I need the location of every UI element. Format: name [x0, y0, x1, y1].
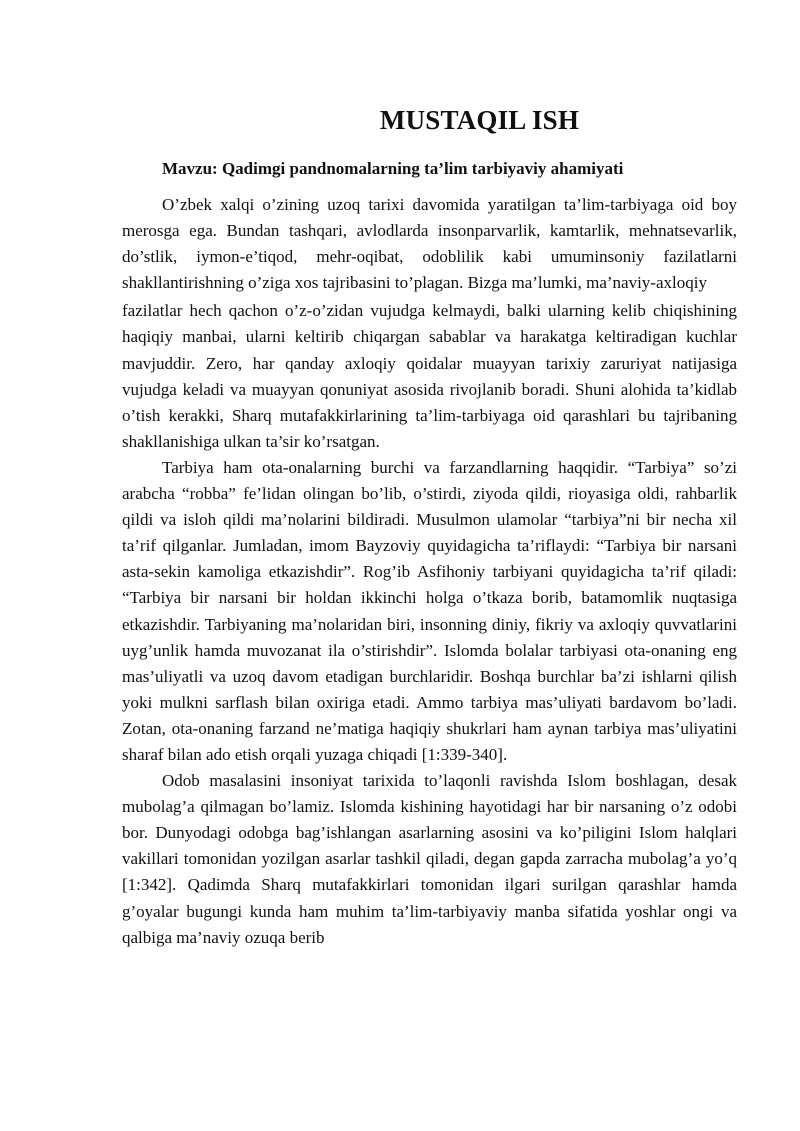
paragraph-intro-continued: fazilatlar hech qachon o’z-o’zidan vujudga kelmaydi, balki ularning kelib chiqishining haqiqiy manbai, ularni keltirib chiqargan sabablar va harakatga keltiradigan kuchlar mavjuddir. Zero, har qanday axloqiy qoidalar muayyan tarixiy zaruriyat natijasiga vujudga keladi va muayyan qonuniyat asosida rivojlanib boradi. Shuni alohida ta’kidlab o’tish kerakki, Sharq mutafakkirlarining ta’lim-tarbiyaga oid qarashlari bu tajribaning shakllanishiga ulkan ta’sir ko’rsatgan. — [122, 301, 737, 451]
paragraph-odob: Odob masalasini insoniyat tarixida to’laqonli ravishda Islom boshlagan, desak mubolag’a qilmagan bo’lamiz. Islomda kishining hayotidagi har bir narsaning o’z odobi bor. Dunyodagi odobga bag’ishlangan asarlarning asosini va ko’piligini Islom halqlari vakillari tomonidan yozilgan asarlar tashkil qiladi, degan gapda zarracha mubolag’a yo’q [1:342]. Qadimda Sharq mutafakkirlari tomonidan ilgari surilgan qarashlar hamda g’oyalar bugungi kunda ham muhim ta’lim-tarbiyaviy manba sifatida yoshlar ongi va qalbiga ma’naviy ozuqa berib — [122, 771, 737, 947]
paragraph-tarbiya: Tarbiya ham ota-onalarning burchi va farzandlarning haqqidir. “Tarbiya” so’zi arabcha “robba” fe’lidan olingan bo’lib, o’stirdi, ziyoda qildi, rioyasiga oldi, rahbarlik qildi va isloh qildi ma’nolarini bildiradi. Musulmon ulamolar “tarbiya”ni bir necha xil ta’rif qilganlar. Jumladan, imom Bayzoviy quyidagicha ta’riflaydi: “Tarbiya bir narsani asta-sekin kamoliga etkazishdir”. Rog’ib Asfihoniy tarbiyani quyidagicha ta’rif qiladi: “Tarbiya bir narsani bir holdan ikkinchi holga o’tkaza borib, batamomlik nuqtasiga etkazishdir. Tarbiyaning ma’nolaridan biri, insonning diniy, fikriy va axloqiy quvvatlarini uyg’unlik hamda muvozanat ila o’stirishdir”. Islomda bolalar tarbiyasi ota-onaning eng mas’uliyatli va uzoq davom etadigan burchlaridir. Boshqa burchlar ba’zi ishlarni qilish yoki mulkni sarflash bilan oxiriga etadi. Ammo tarbiya mas’uliyati bardavom bo’ladi. Zotan, ota-onaning farzand ne’matiga haqiqiy shukrlari ham aynan tarbiya mas’uliyatini sharaf bilan ado etish orqali yuzaga chiqadi [1:339-340]. — [122, 457, 737, 764]
paragraph-intro: O’zbek xalqi o’zining uzoq tarixi davomida yaratilgan ta’lim-tarbiyaga oid boy merosga ega. Bundan tashqari, avlodlarda insonparvarlik, kamtarlik, mehnatsevarlik, do’stlik, iymon-e’tiqod, mehr-oqibat, odoblilik kabi umuminsoniy fazilatlarni shakllantirishning o’ziga xos tajribasini to’plagan. Bizga ma’lumki, ma’naviy-axloqiy — [122, 195, 737, 293]
document-title: MUSTAQIL ISH — [379, 105, 580, 135]
document-topic: Mavzu: Qadimgi pandnomalarning ta’lim tarbiyaviy ahamiyati — [162, 159, 624, 178]
document-page — [122, 96, 737, 951]
